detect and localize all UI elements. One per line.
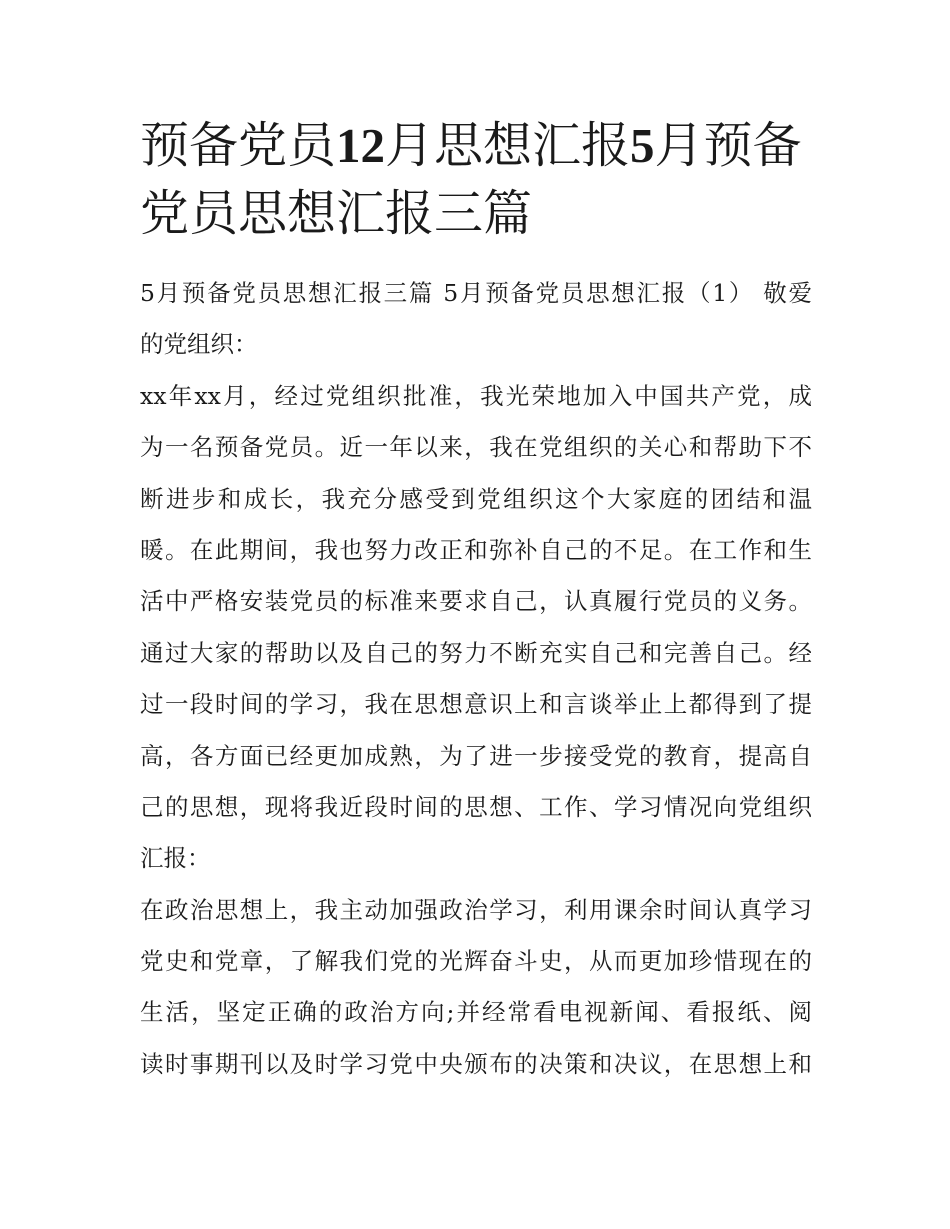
body-line: 己的思想，现将我近段时间的思想、工作、学习情况向党组织 bbox=[140, 792, 812, 821]
document-title bbox=[140, 112, 812, 248]
body-line: 5月预备党员思想汇报三篇 5月预备党员思想汇报（1） 敬爱 bbox=[140, 279, 812, 307]
body-line: 党史和党章，了解我们党的光辉奋斗史，从而更加珍惜现在的 bbox=[140, 947, 812, 976]
body-line: 的党组织： bbox=[140, 330, 258, 359]
body-line: 通过大家的帮助以及自己的努力不断充实自己和完善自己。经 bbox=[140, 638, 812, 667]
body-line: 活中严格安装党员的标准来要求自己，认真履行党员的义务。 bbox=[140, 587, 812, 616]
body-line: 高，各方面已经更加成熟，为了进一步接受党的教育，提高自 bbox=[140, 741, 812, 770]
body-line: 为一名预备党员。近一年以来，我在党组织的关心和帮助下不 bbox=[140, 433, 812, 462]
document-content bbox=[140, 112, 812, 1090]
body-line: 读时事期刊以及时学习党中央颁布的决策和决议，在思想上和 bbox=[140, 1049, 812, 1078]
body-line: 在政治思想上，我主动加强政治学习，利用课余时间认真学习 bbox=[140, 895, 812, 924]
body-line: 生活，坚定正确的政治方向;并经常看电视新闻、看报纸、阅 bbox=[140, 998, 812, 1027]
body-line: 汇报： bbox=[140, 844, 211, 873]
title-part: 月思想汇报 bbox=[385, 117, 631, 174]
body-line: 断进步和成长，我充分感受到党组织这个大家庭的团结和温 bbox=[140, 484, 812, 513]
body-line: 暖。在此期间，我也努力改正和弥补自己的不足。在工作和生 bbox=[140, 535, 812, 564]
title-number: 12 bbox=[336, 118, 386, 173]
title-part: 月预备党员思想汇报三篇 bbox=[140, 117, 802, 242]
title-number: 5 bbox=[630, 118, 655, 173]
document-body bbox=[140, 268, 812, 1090]
body-line: 过一段时间的学习，我在思想意识上和言谈举止上都得到了提 bbox=[140, 690, 812, 719]
body-line: xx年xx月，经过党组织批准，我光荣地加入中国共产党，成 bbox=[140, 381, 812, 410]
title-part: 预备党员 bbox=[140, 117, 337, 174]
